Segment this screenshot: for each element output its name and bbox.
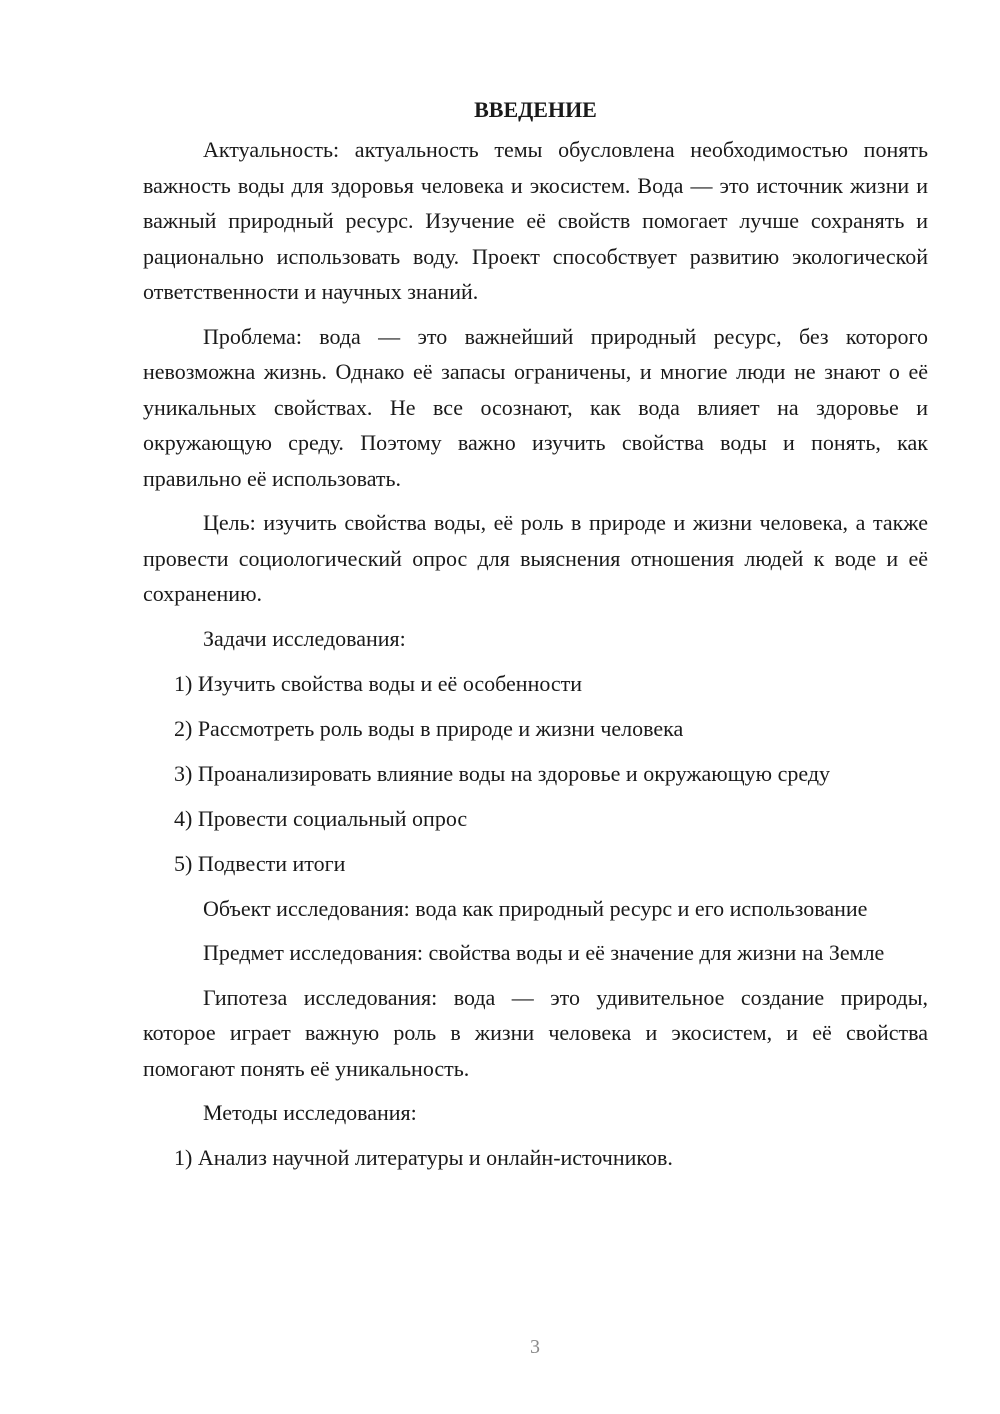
problem-paragraph: Проблема: вода — это важнейший природный ресурс, без которого невозможна жизнь. Однако её запасы ограничены, и многие люди не знают о её уникальных свойствах. Не все осознают, как вода влияет на здоровье и окружающую среду. Поэтому важно изучить свойства воды и понять, как правильно её использовать. — [143, 323, 928, 491]
page-number: 3 — [530, 1336, 540, 1358]
list-item: 1) Изучить свойства воды и её особенности — [174, 670, 583, 696]
list-item: 3) Проанализировать влияние воды на здоровье и окружающую среду — [174, 760, 831, 786]
document-page — [143, 92, 928, 1185]
methods-list — [143, 1140, 928, 1175]
list-item: 5) Подвести итоги — [174, 850, 346, 876]
list-item: 1) Анализ научной литературы и онлайн-источников. — [174, 1145, 673, 1170]
goal-paragraph: Цель: изучить свойства воды, её роль в природе и жизни человека, а также провести социологический опрос для выяснения отношения людей к воде и её сохранению. — [143, 510, 928, 606]
tasks-list — [143, 666, 928, 881]
tasks-label: Задачи исследования: — [203, 625, 406, 651]
list-item: 2) Рассмотреть роль воды в природе и жизни человека — [174, 715, 684, 741]
section-heading: ВВЕДЕНИЕ — [474, 97, 597, 122]
methods-label: Методы исследования: — [203, 1100, 417, 1125]
list-item: 4) Провести социальный опрос — [174, 805, 468, 831]
hypothesis-paragraph: Гипотеза исследования: вода — это удивительное создание природы, которое играет важную роль в жизни человека и экосистем, и её свойства помогают понять её уникальность. — [143, 984, 928, 1081]
relevance-paragraph: Актуальность: актуальность темы обусловлена необходимостью понять важность воды для здоровья человека и экосистем. Вода — это источник жизни и важный природный ресурс. Изучение её свойств помогает лучше сохранять и рационально использовать воду. Проект способствует развитию экологической ответственности и научных знаний. — [143, 137, 928, 304]
subject-paragraph: Предмет исследования: свойства воды и её значение для жизни на Земле — [203, 940, 885, 965]
object-paragraph: Объект исследования: вода как природный ресурс и его использование — [203, 895, 868, 921]
